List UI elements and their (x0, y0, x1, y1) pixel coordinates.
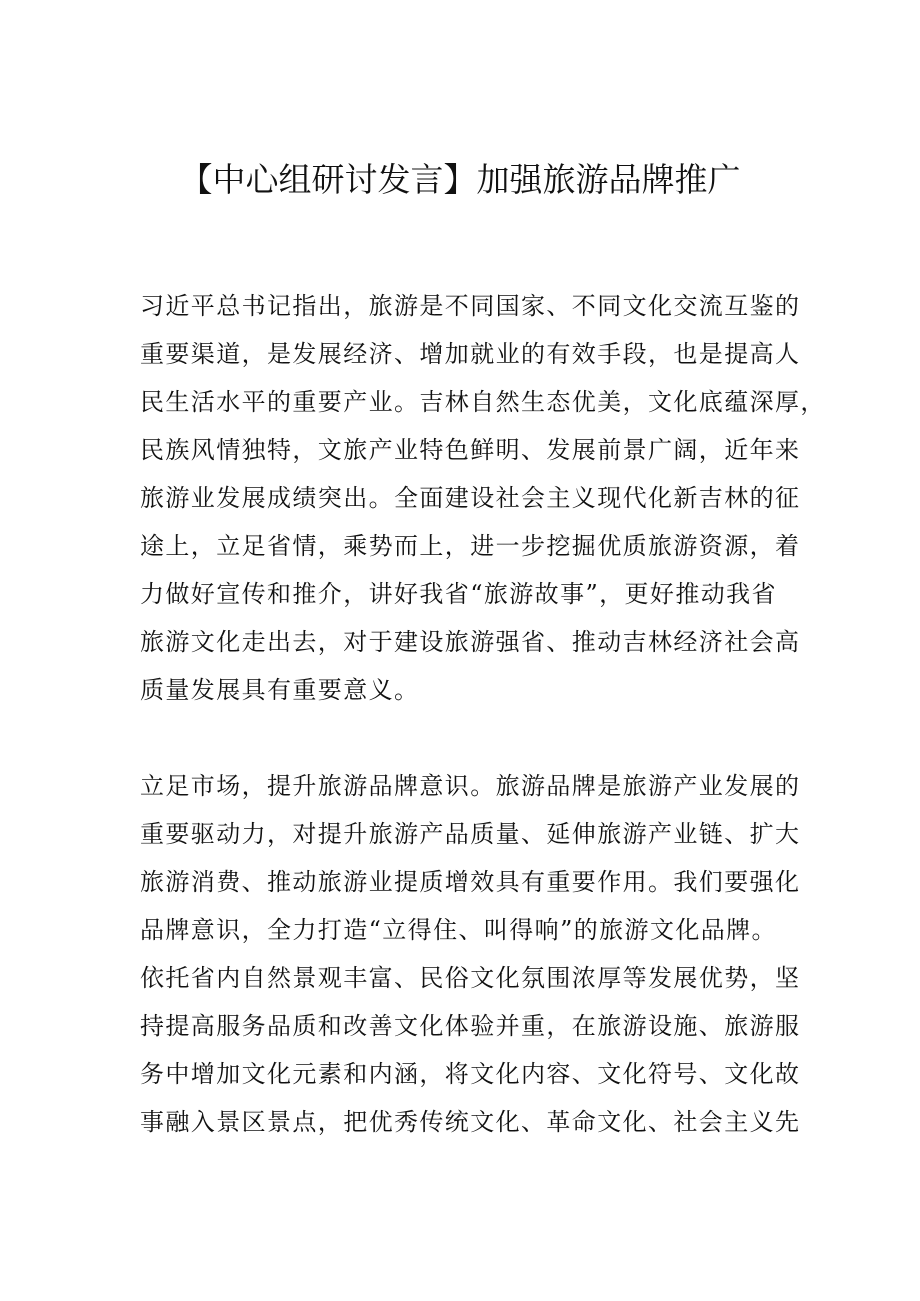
text-line: 重要驱动力，对提升旅游产品质量、延伸旅游产业链、扩大 (140, 820, 801, 848)
text-line: 途上，立足省情，乘势而上，进一步挖掘优质旅游资源，着 (140, 532, 801, 560)
text-line: 立足市场，提升旅游品牌意识。旅游品牌是旅游产业发展的 (140, 772, 801, 800)
text-line: 务中增加文化元素和内涵，将文化内容、文化符号、文化故 (140, 1060, 801, 1088)
text-line: 民生活水平的重要产业。吉林自然生态优美，文化底蕴深厚， (140, 388, 826, 416)
text-line: 品牌意识，全力打造“立得住、叫得响”的旅游文化品牌。 (140, 916, 777, 944)
text-line: 习近平总书记指出，旅游是不同国家、不同文化交流互鉴的 (140, 292, 801, 320)
text-line: 旅游文化走出去，对于建设旅游强省、推动吉林经济社会高 (140, 628, 801, 656)
document-title: 【中心组研讨发言】加强旅游品牌推广 (179, 160, 741, 199)
paragraph-brand-awareness (140, 762, 801, 1146)
text-line: 依托省内自然景观丰富、民俗文化氛围浓厚等发展优势，坚 (140, 964, 801, 992)
text-line: 力做好宣传和推介，讲好我省“旅游故事”，更好推动我省 (140, 580, 777, 608)
text-line: 持提高服务品质和改善文化体验并重，在旅游设施、旅游服 (140, 1012, 801, 1040)
paragraph-intro (140, 282, 826, 714)
text-line: 重要渠道，是发展经济、增加就业的有效手段，也是提高人 (140, 340, 801, 368)
text-line: 质量发展具有重要意义。 (140, 676, 420, 704)
text-line: 旅游业发展成绩突出。全面建设社会主义现代化新吉林的征 (140, 484, 801, 512)
text-line: 旅游消费、推动旅游业提质增效具有重要作用。我们要强化 (140, 868, 801, 896)
text-line: 民族风情独特，文旅产业特色鲜明、发展前景广阔，近年来 (140, 436, 801, 464)
text-line: 事融入景区景点，把优秀传统文化、革命文化、社会主义先 (140, 1108, 801, 1136)
